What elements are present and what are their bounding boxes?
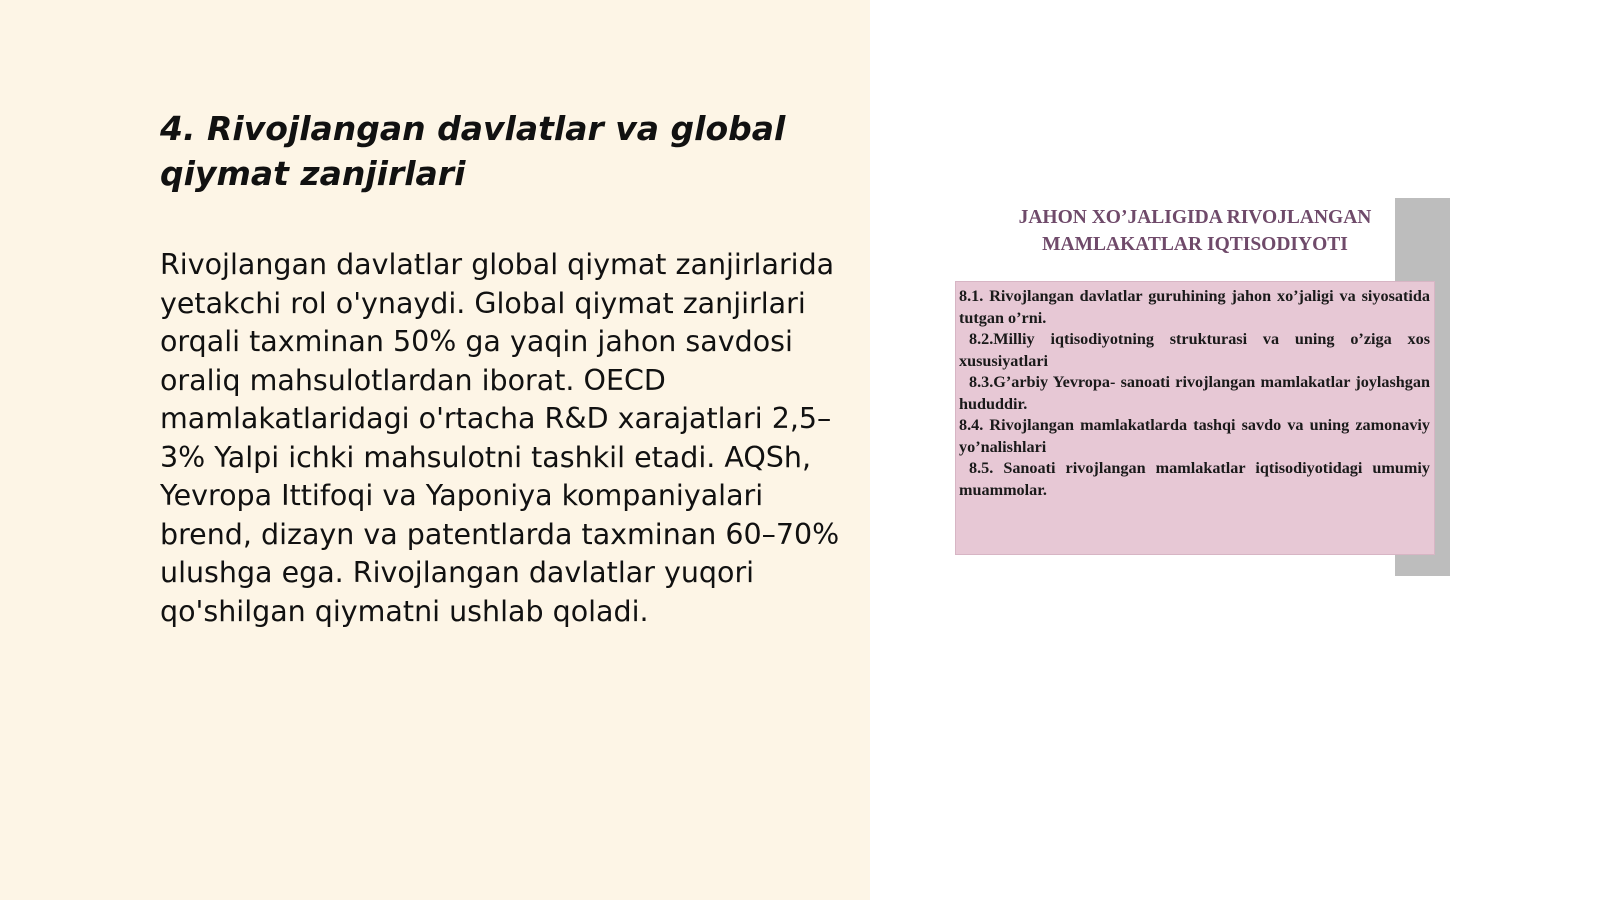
slide-title: 4. Rivojlangan davlatlar va global qiymat zanjirlari: [160, 109, 786, 193]
figure-item-list: [956, 282, 1434, 501]
figure-content-box: [955, 281, 1435, 555]
figure-item: 8.5. Sanoati rivojlangan mamlakatlar iqtisodiyotidagi umumiy muammolar.: [959, 459, 1430, 499]
figure-item: 8.1. Rivojlangan davlatlar guruhining jahon xo’jaligi va siyosatida tutgan o’rni.: [959, 287, 1430, 327]
figure-item: 8.4. Rivojlangan mamlakatlarda tashqi savdo va uning zamonaviy yo’nalishlari: [959, 416, 1430, 456]
figure-heading: JAHON XO’JALIGIDA RIVOJLANGAN MAMLAKATLAR IQTISODIYOTI: [1018, 207, 1372, 255]
embedded-image: [955, 198, 1450, 576]
figure-item: 8.3.G’arbiy Yevropa- sanoati rivojlangan mamlakatlar joylashgan hududdir.: [959, 373, 1430, 413]
figure-item: 8.2.Milliy iqtisodiyotning strukturasi va uning o’ziga xos xususiyatlari: [959, 330, 1430, 370]
slide-body-text: Rivojlangan davlatlar global qiymat zanjirlarida yetakchi rol o'ynaydi. Global qiymat zanjirlari orqali taxminan 50% ga yaqin jahon savdosi oraliq mahsulotlardan iborat. OECD mamlakatlaridagi o'rtacha R&D xarajatlari 2,5–3% Yalpi ichki mahsulotni tashkil etadi. AQSh, Yevropa Ittifoqi va Yaponiya kompaniyalari brend, dizayn va patentlarda taxminan 60–70% ulushga ega. Rivojlangan davlatlar yuqori qo'shilgan qiymatni ushlab qoladi.: [160, 248, 840, 628]
